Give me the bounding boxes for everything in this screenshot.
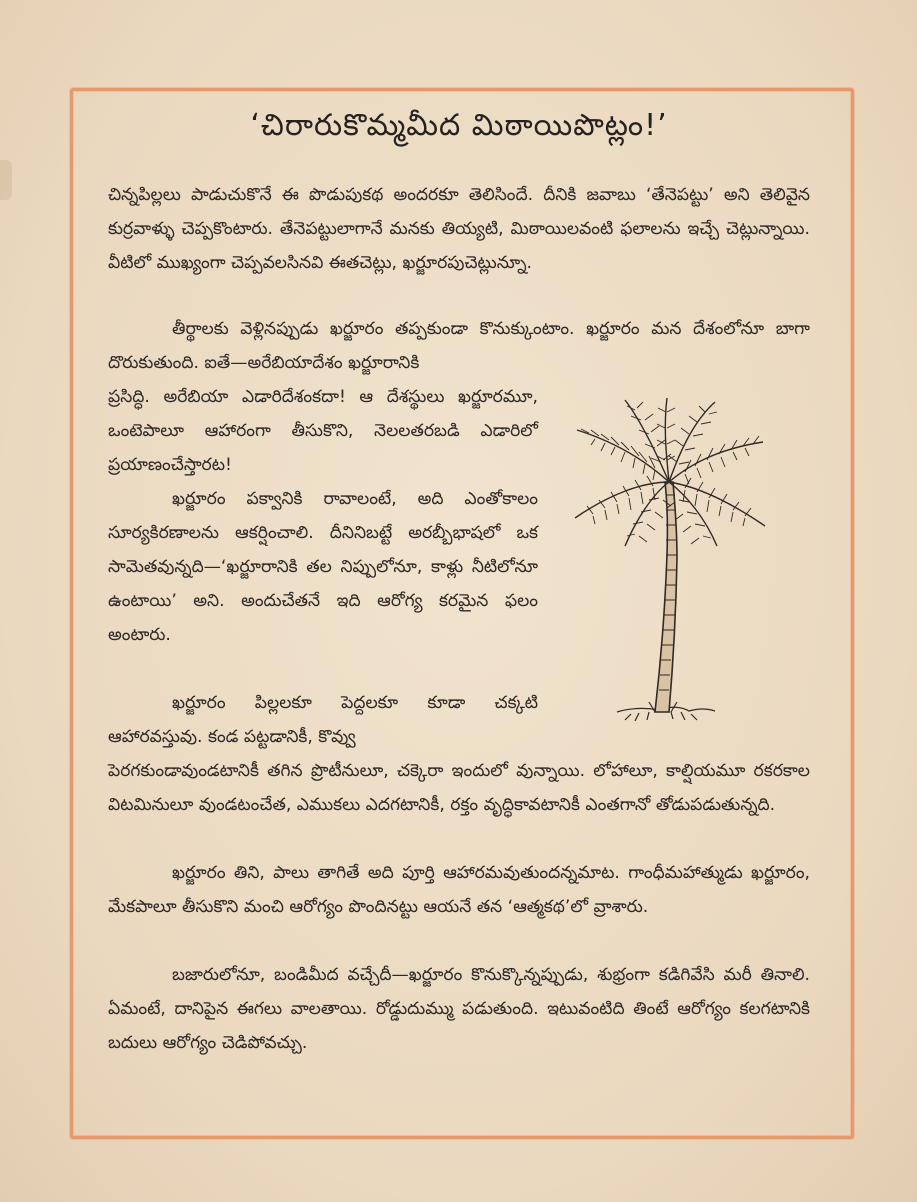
paragraph-hygiene: బజారులోనూ, బండిమీద వచ్చేదీ—ఖర్జూరం కొనుక్కొన్నప్పుడు, శుభ్రంగా కడిగివేసి మరీ తినాలి. ఏమంటే, దానిపైన ఈగలు వాలతాయి. రోడ్డుదుమ్ము పడుతుంది. ఇటువంటిది తింటే ఆరోగ్యం కలగటానికి బదులు ఆరోగ్యం చెడిపోవచ్చు.: [108, 965, 810, 1053]
paragraph-nutrition-cont: పెరగకుండావుండటానికీ తగిన ప్రొటీనులూ, చక్కెరా ఇందులో వున్నాయి. లోహాలూ, కాల్షియమూ రకరకాల విటమినులూ వుండటంచేత, ఎముకలు ఎదగటానికీ, రక్తం వృద్ధికావటానికీ ఎంతగానో తోడుపడుతున్నది.: [108, 761, 810, 815]
date-palm-tree-drawing: [555, 390, 785, 735]
paragraph-arabia: ప్రసిద్ధి. అరేబియా ఎడారిదేశంకదా! ఆ దేశస్థులు ఖర్జూరమూ, ఒంటెపాలూ ఆహారంగా తీసుకొని, నెలలతరబడి ఎడారిలో ప్రయాణంచేస్తారట!: [108, 387, 538, 475]
page-title: ‘చిరారుకొమ్మమీద మిఠాయిపొట్లం!’: [250, 108, 668, 143]
paragraph-gandhi: ఖర్జూరం తిని, పాలు తాగితే అది పూర్తి ఆహారమవుతుందన్నమాట. గాంధీమహాత్ముడు ఖర్జూరం, మేకపాలూ తీసుకొని మంచి ఆరోగ్యం పొందినట్టు ఆయనే తన ‘ఆత్మకథ’లో వ్రాశారు.: [108, 863, 810, 917]
paragraph-ripening: ఖర్జూరం పక్వానికి రావాలంటే, అది ఎంతోకాలం సూర్యకిరణాలను ఆకర్షించాలి. దీనినిబట్టే అరబ్బీభాషలో ఒక సామెతవున్నది—‘ఖర్జూరానికి తల నిప్పులోనూ, కాళ్లు నీటిలోనూ ఉంటాయి’ అని. అందుచేతనే ఇది ఆరోగ్య కరమైన ఫలం అంటారు.: [108, 489, 538, 645]
page-edge-mark: [0, 160, 12, 200]
paragraph-pilgrimage: తీర్థాలకు వెళ్లినప్పుడు ఖర్జూరం తప్పకుండా కొనుక్కుంటాం. ఖర్జూరం మన దేశంలోనూ బాగా దొరుకుతుంది. ఐతే—అరేబియాదేశం ఖర్జూరానికి: [108, 319, 810, 373]
paragraph-nutrition-start: ఖర్జూరం పిల్లలకూ పెద్దలకూ కూడా చక్కటి ఆహారవస్తువు. కండ పట్టడానికీ, కొవ్వు: [108, 693, 538, 747]
paragraph-intro: చిన్నపిల్లలు పాడుచుకొనే ఈ పొడుపుకథ అందరకూ తెలిసిందే. దీనికి జవాబు ‘తేనెపట్టు’ అని తెలివైన కుర్రవాళ్ళు చెప్పకొంటారు. తేనెపట్టులాగానే మనకు తియ్యటి, మిఠాయిలవంటి ఫలాలను ఇచ్చే చెట్లున్నాయి. వీటిలో ముఖ్యంగా చెప్పవలసినవి ఈతచెట్లు, ఖర్జూరపుచెట్లున్నూ.: [108, 185, 810, 273]
